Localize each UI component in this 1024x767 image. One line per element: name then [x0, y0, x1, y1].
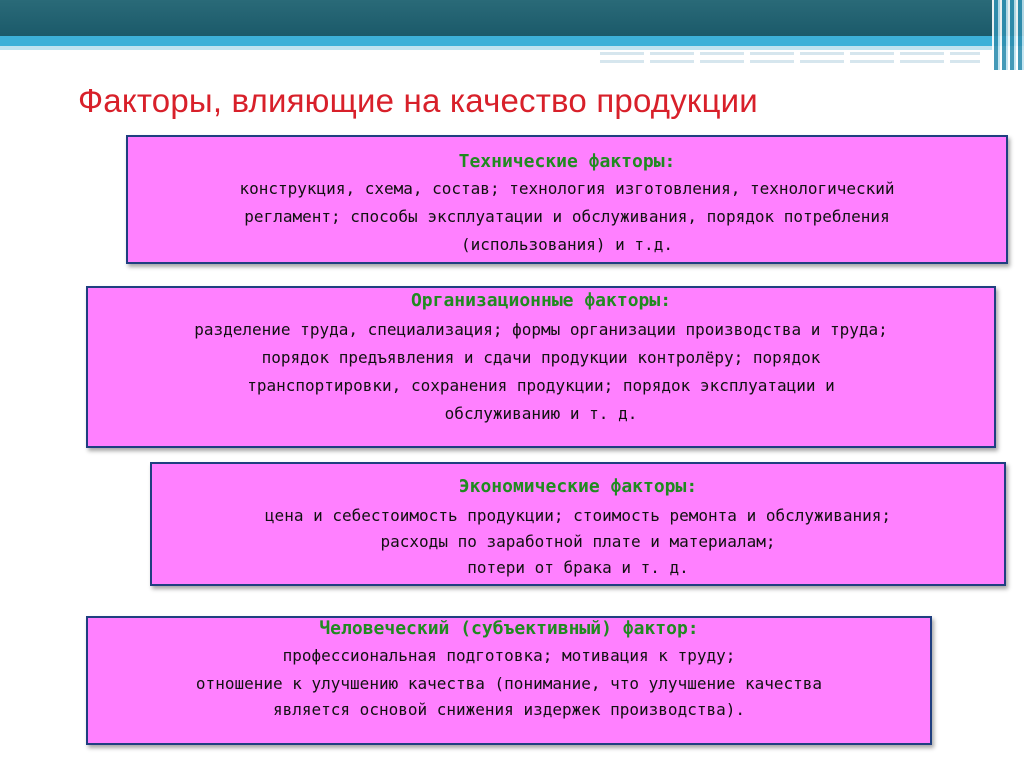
card-line: профессиональная подготовка; мотивация к труду; [282, 646, 736, 665]
card-line: порядок предъявления и сдачи продукции контролёру; порядок [261, 348, 821, 367]
header-stripe-light [0, 46, 1024, 50]
card-line: конструкция, схема, состав; технология изготовления, технологический [239, 179, 895, 198]
card-line: транспортировки, сохранения продукции; порядок эксплуатации и [247, 376, 835, 395]
economic-factors-card [150, 462, 1006, 586]
card-line: отношение к улучшению качества (понимание, что улучшение качества [195, 674, 823, 693]
organizational-factors-card [86, 286, 996, 448]
card-heading: Человеческий (субъективный) фактор: [319, 618, 699, 639]
slide-title: Факторы, влияющие на качество продукции [78, 82, 758, 119]
header-dash-line [600, 52, 980, 55]
card-line: (использования) и т.д. [461, 235, 673, 254]
header-stripe [0, 36, 1024, 46]
card-line: цена и себестоимость продукции; стоимость ремонта и обслуживания; [264, 506, 892, 525]
human-factor-card [86, 616, 932, 745]
card-line: является основой снижения издержек производства). [272, 700, 745, 719]
header-dash-line-2 [600, 60, 980, 63]
card-line: разделение труда, специализация; формы организации производства и труда; [194, 320, 888, 339]
card-heading: Организационные факторы: [410, 290, 672, 311]
card-line: расходы по заработной плате и материалам; [380, 532, 776, 551]
technical-factors-card [126, 135, 1008, 264]
header-vertical-bars [992, 0, 1024, 70]
card-line: регламент; способы эксплуатации и обслуживания, порядок потребления [244, 207, 890, 226]
card-heading: Технические факторы: [458, 151, 676, 172]
card-line: потери от брака и т. д. [467, 558, 689, 577]
header-bar [0, 0, 1024, 36]
card-line: обслуживанию и т. д. [444, 404, 638, 423]
card-heading: Экономические факторы: [458, 476, 698, 497]
